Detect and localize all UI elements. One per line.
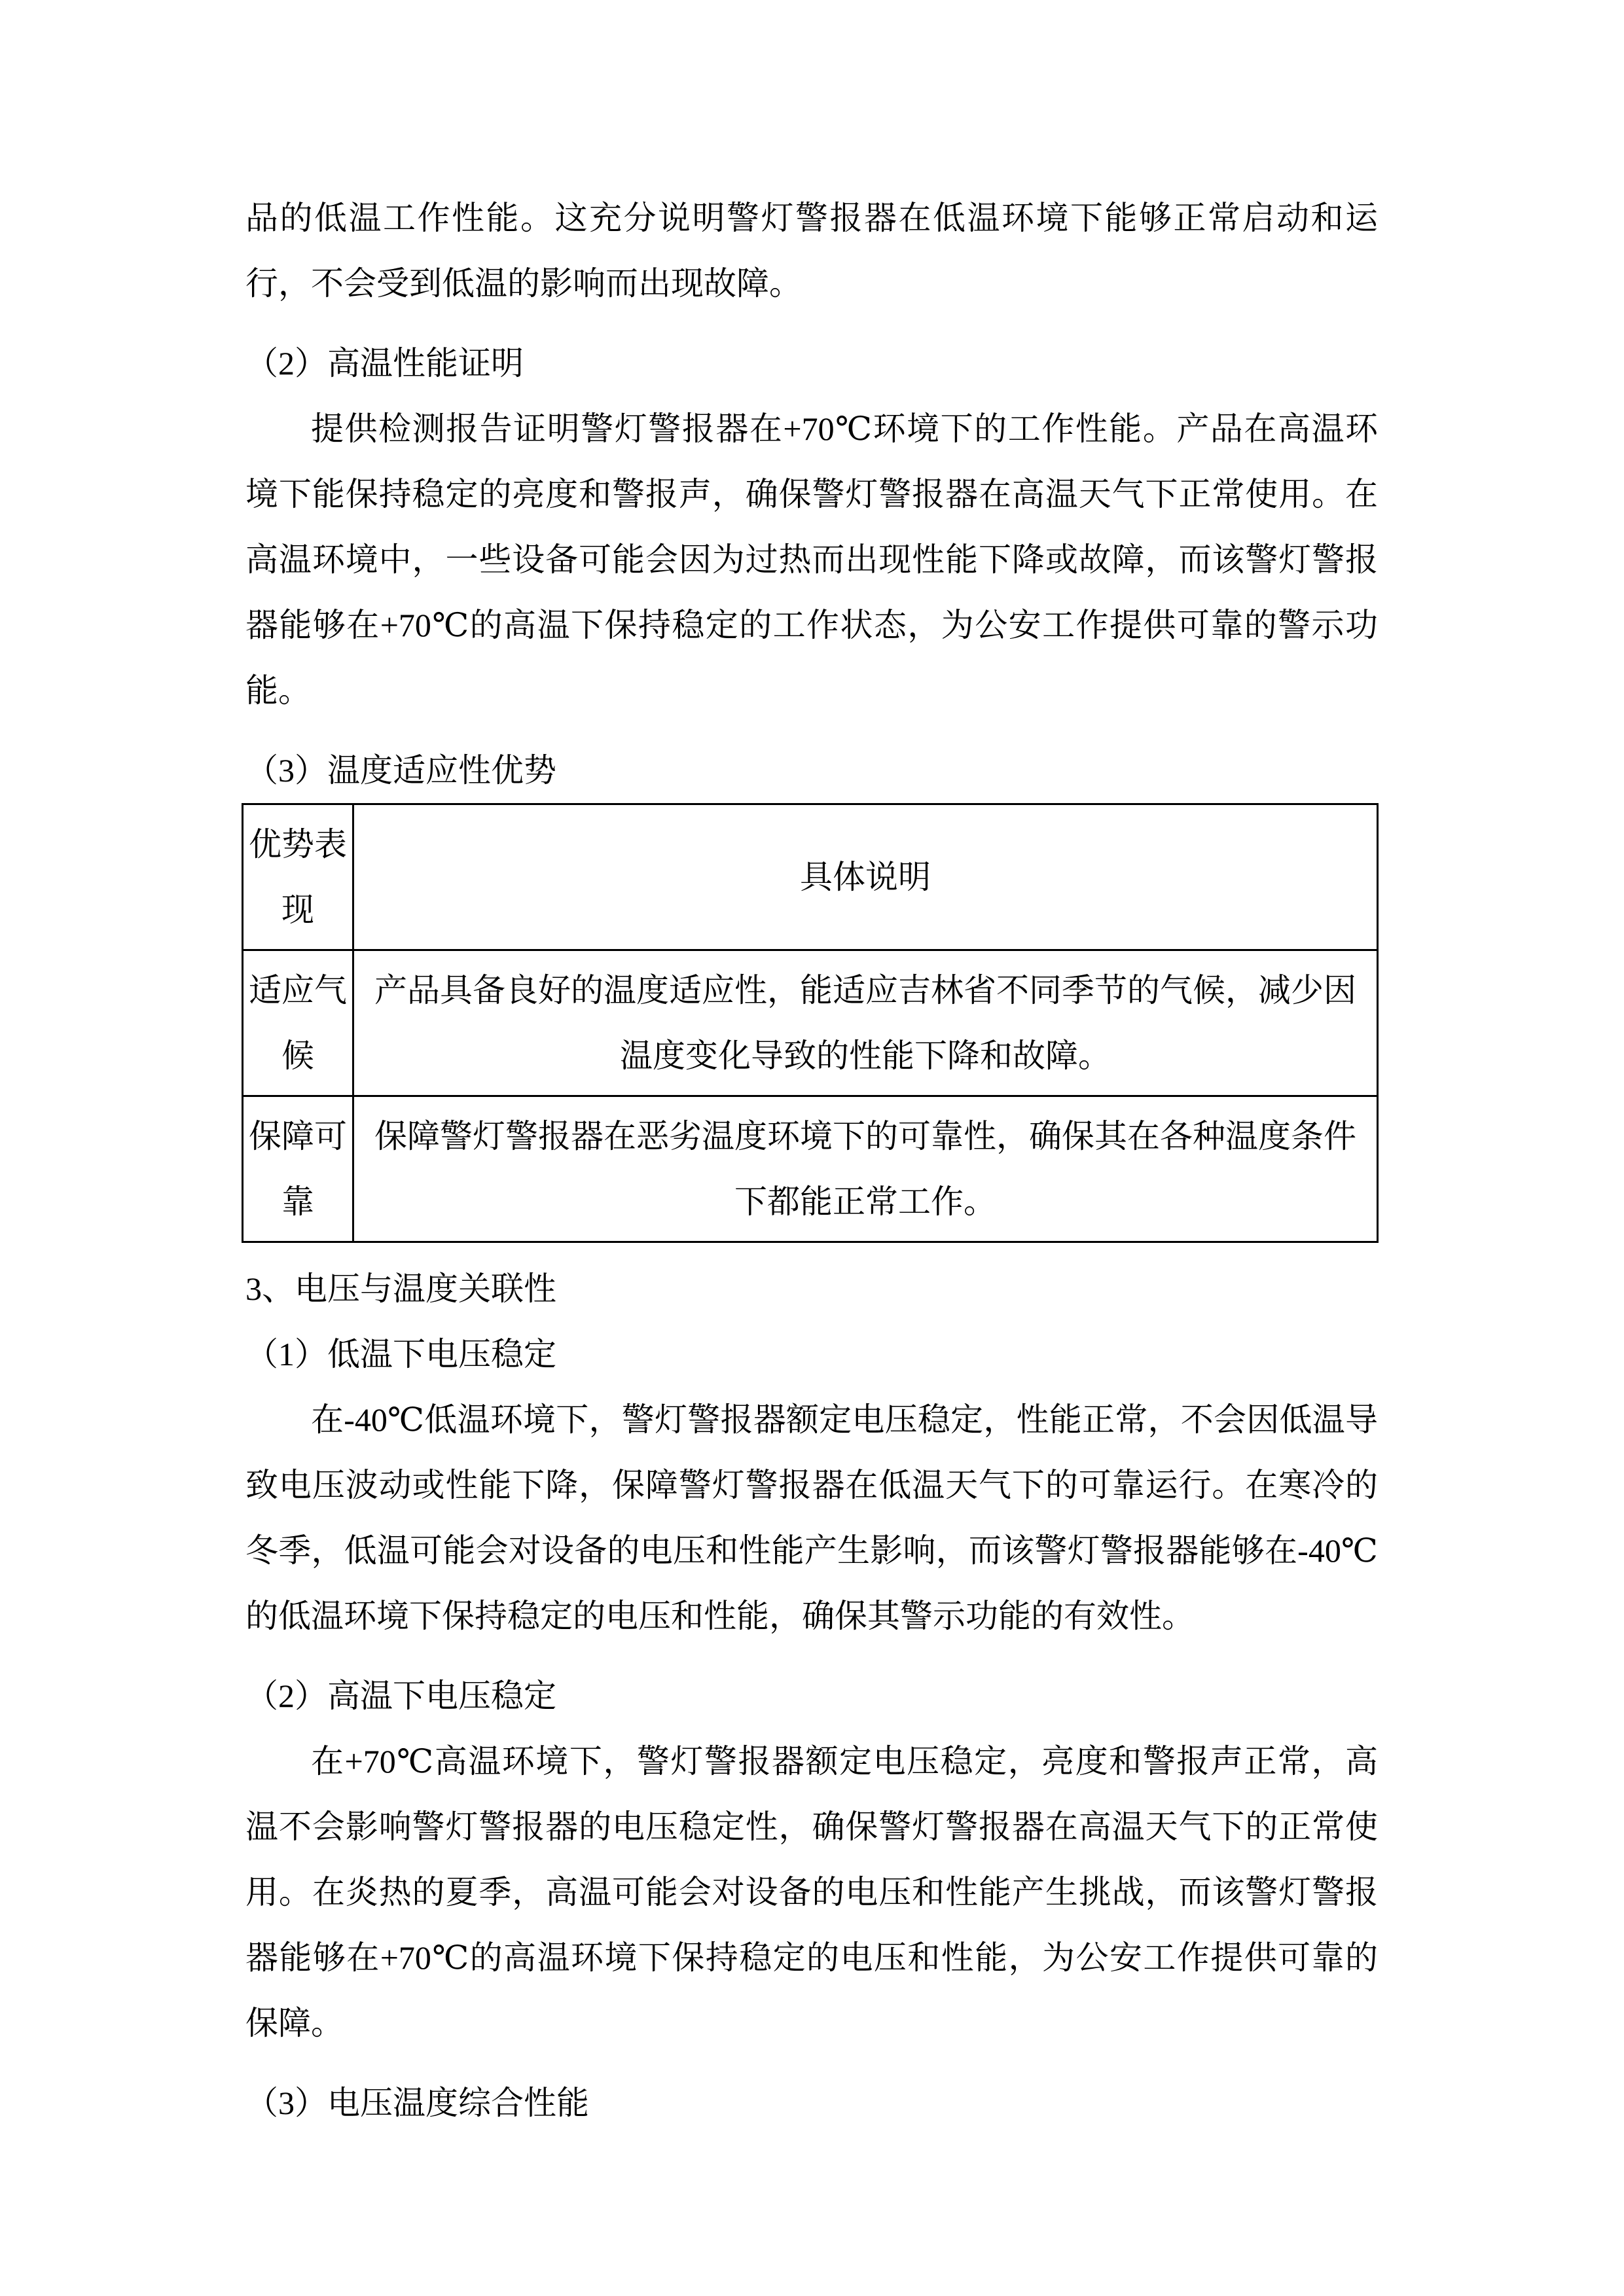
table-header-row bbox=[243, 804, 1378, 950]
text-column bbox=[245, 185, 1378, 2136]
heading-voltage-temp-combined: （3）电压温度综合性能 bbox=[245, 2085, 589, 2121]
heading-low-temp-voltage: （1）低温下电压稳定 bbox=[245, 1336, 556, 1372]
table-header-cell-advantage: 优势表现 bbox=[243, 804, 353, 950]
heading-high-temp-voltage: （2）高温下电压稳定 bbox=[245, 1677, 556, 1714]
paragraph-low-temp-voltage: 在-40℃低温环境下，警灯警报器额定电压稳定，性能正常，不会因低温导致电压波动或性能下降，保障警灯警报器在低温天气下的可靠运行。在寒冷的冬季，低温可能会对设备的电压和性能产生影响，而该警灯警报器能够在-40℃的低温环境下保持稳定的电压和性能，确保其警示功能的有效性。 bbox=[245, 1401, 1378, 1634]
paragraph-high-temp-proof: 提供检测报告证明警灯警报器在+70℃环境下的工作性能。产品在高温环境下能保持稳定的亮度和警报声，确保警灯警报器在高温天气下正常使用。在高温环境中，一些设备可能会因为过热而出现性能下降或故障，而该警灯警报器能够在+70℃的高温下保持稳定的工作状态，为公安工作提供可靠的警示功能。 bbox=[245, 410, 1378, 709]
paragraph-high-temp-voltage: 在+70℃高温环境下，警灯警报器额定电压稳定，亮度和警报声正常，高温不会影响警灯警报器的电压稳定性，确保警灯警报器在高温天气下的正常使用。在炎热的夏季，高温可能会对设备的电压和性能产生挑战，而该警灯警报器能够在+70℃的高温环境下保持稳定的电压和性能，为公安工作提供可靠的保障。 bbox=[245, 1743, 1378, 2041]
heading-high-temp-proof: （2）高温性能证明 bbox=[245, 345, 524, 382]
paragraph-low-temp-continuation: 品的低温工作性能。这充分说明警灯警报器在低温环境下能够正常启动和运行，不会受到低温的影响而出现故障。 bbox=[245, 200, 1378, 302]
advantage-table bbox=[242, 803, 1379, 1243]
table-cell-term: 适应气候 bbox=[243, 950, 353, 1096]
table-cell-term: 保障可靠 bbox=[243, 1096, 353, 1242]
table-row bbox=[243, 1096, 1378, 1242]
table-header-cell-description: 具体说明 bbox=[353, 804, 1378, 950]
table-cell-desc: 保障警灯警报器在恶劣温度环境下的可靠性，确保其在各种温度条件下都能正常工作。 bbox=[353, 1096, 1378, 1242]
heading-temp-adaptability: （3）温度适应性优势 bbox=[245, 752, 556, 789]
heading-voltage-temp-relation: 3、电压与温度关联性 bbox=[245, 1270, 556, 1307]
table-cell-desc: 产品具备良好的温度适应性，能适应吉林省不同季节的气候，减少因温度变化导致的性能下降和故障。 bbox=[353, 950, 1378, 1096]
table-row bbox=[243, 950, 1378, 1096]
